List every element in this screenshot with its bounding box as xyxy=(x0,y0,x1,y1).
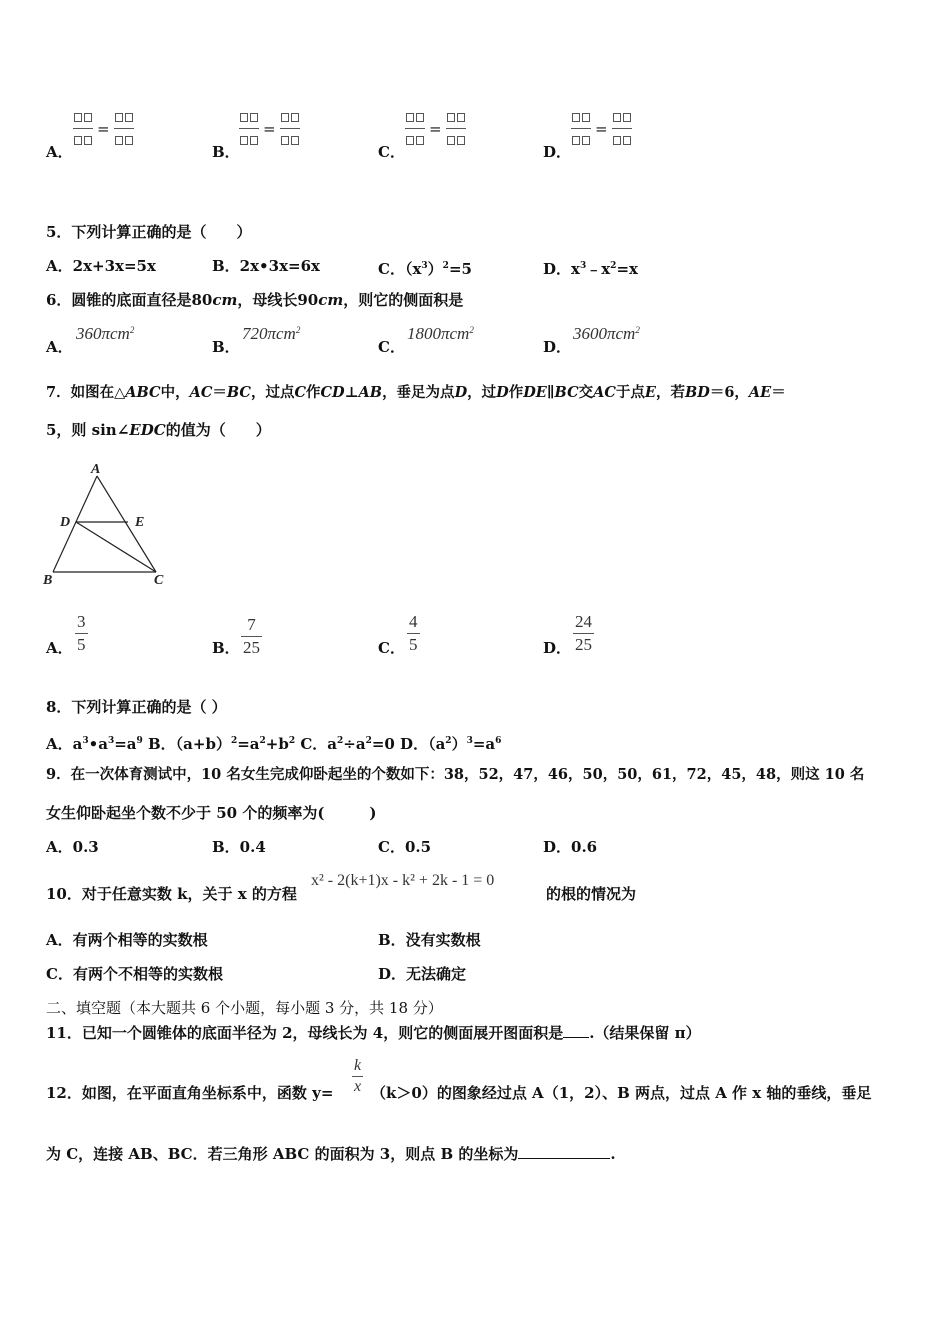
q6-stem: 6．圆锥的底面直径是80cm，母线长90cm，则它的侧面积是 xyxy=(46,291,464,309)
q7-option-b-fraction: 7 25 xyxy=(243,615,260,657)
q4-option-c-formula: = xyxy=(405,108,466,149)
q7-option-c-letter: C． xyxy=(378,639,405,657)
q12-answer-blank[interactable] xyxy=(518,1158,610,1159)
q4-option-c-letter: C． xyxy=(378,143,405,161)
q12-stem-line2: 为 C，连接 AB、BC．若三角形 ABC 的面积为 3，则点 B 的坐标为 . xyxy=(46,1145,616,1163)
q9-option-c: C．0.5 xyxy=(378,838,432,856)
q5-option-d: D．$x^3﹣x^2=x$ xyxy=(543,260,638,278)
q4-option-a-letter: A． xyxy=(46,143,73,161)
q7-option-c-fraction: 4 5 xyxy=(409,612,418,654)
q7-stem-line2: 5，则 sin∠EDC的值为（ ） xyxy=(46,421,271,439)
q11-answer-blank[interactable] xyxy=(563,1037,589,1038)
section2-heading: 二、填空题（本大题共 6 个小题，每小题 3 分，共 18 分） xyxy=(46,999,443,1017)
q10-option-a: A．有两个相等的实数根 xyxy=(46,931,208,949)
q6-option-b-letter: B． xyxy=(212,338,240,356)
q6-option-d-letter: D． xyxy=(543,338,572,356)
q9-stem-line2: 女生仰卧起坐个数不少于 50 个的频率为( ) xyxy=(46,804,377,822)
q6-option-c-value: 1800πcm$^2$ xyxy=(407,324,474,343)
q8-options: A．$a^3•a^3=a^9$ B．$(a+b)^2=a^2+b^2$ C．$a^2\div a^2=0$ D．$(a^2)^3=a^6$ xyxy=(46,735,502,753)
q9-option-d: D．0.6 xyxy=(543,838,598,856)
q7-option-b-letter: B． xyxy=(212,639,240,657)
q4-option-b-letter: B． xyxy=(212,143,240,161)
q9-option-b: B．0.4 xyxy=(212,838,266,856)
q6-option-a-value: 360πcm$^2$ xyxy=(76,324,135,343)
q7-option-d-letter: D． xyxy=(543,639,572,657)
q7-stem-line1: 7．如图在△ABC中，AC＝BC，过点C作CD⊥AB，垂足为点D，过D作DE∥BC交AC于点E，若BD＝6，AE＝ xyxy=(46,384,786,401)
q9-option-a: A．0.3 xyxy=(46,838,99,856)
q4-option-d-letter: D． xyxy=(543,143,572,161)
q4-option-d-formula: = xyxy=(571,108,632,149)
q12-stem-post: （k＞0）的图象经过点 A（1，2）、B 两点，过点 A 作 x 轴的垂线，垂足 xyxy=(371,1084,872,1102)
label-b: B xyxy=(43,573,53,588)
segment-ac xyxy=(97,476,156,572)
q4-option-b-formula: = xyxy=(239,108,300,149)
q7-triangle-figure xyxy=(40,458,175,590)
q5-stem: 5．下列计算正确的是（ ） xyxy=(46,223,252,241)
label-c: C xyxy=(154,573,164,588)
q12-fraction: k x xyxy=(354,1057,362,1095)
q7-option-a-fraction: 3 5 xyxy=(77,612,86,654)
q10-stem-post: 的根的情况为 xyxy=(546,885,637,903)
label-a: A xyxy=(91,462,101,477)
q7-option-d-fraction: 24 25 xyxy=(575,612,592,654)
q7-option-a-letter: A． xyxy=(46,639,73,657)
q11-stem: 11．已知一个圆锥体的底面半径为 2，母线长为 4，则它的侧面展开图面积是 .（结果保留 π） xyxy=(46,1024,701,1042)
label-e: E xyxy=(135,515,145,530)
q10-option-d: D．无法确定 xyxy=(378,965,467,983)
q5-option-a: A．2x+3x=5x xyxy=(46,257,156,275)
q4-option-a-formula: = xyxy=(73,108,134,149)
q10-option-b: B．没有实数根 xyxy=(378,931,481,949)
label-d: D xyxy=(60,515,71,530)
q10-option-c: C．有两个不相等的实数根 xyxy=(46,965,223,983)
q8-stem: 8．下列计算正确的是（ ） xyxy=(46,698,227,716)
q6-option-b-value: 720πcm$^2$ xyxy=(242,324,301,343)
q9-stem-line1: 9．在一次体育测试中，10 名女生完成仰卧起坐的个数如下：38，52，47，46，50，50，61，72，45，48，则这 10 名 xyxy=(46,766,865,783)
q10-equation: x² - 2(k+1)x - k² + 2k - 1 = 0 xyxy=(311,872,495,889)
q6-option-c-letter: C． xyxy=(378,338,405,356)
q6-option-a-letter: A． xyxy=(46,338,73,356)
q5-option-b: B．2x•3x=6x xyxy=(212,257,320,275)
q6-option-d-value: 3600πcm$^2$ xyxy=(573,324,640,343)
q10-stem-pre: 10．对于任意实数 k，关于 x 的方程 xyxy=(46,885,297,903)
q5-option-c: C．$(x^3)^2=5$ xyxy=(378,260,472,278)
q12-stem-pre: 12．如图，在平面直角坐标系中，函数 y= xyxy=(46,1084,334,1102)
